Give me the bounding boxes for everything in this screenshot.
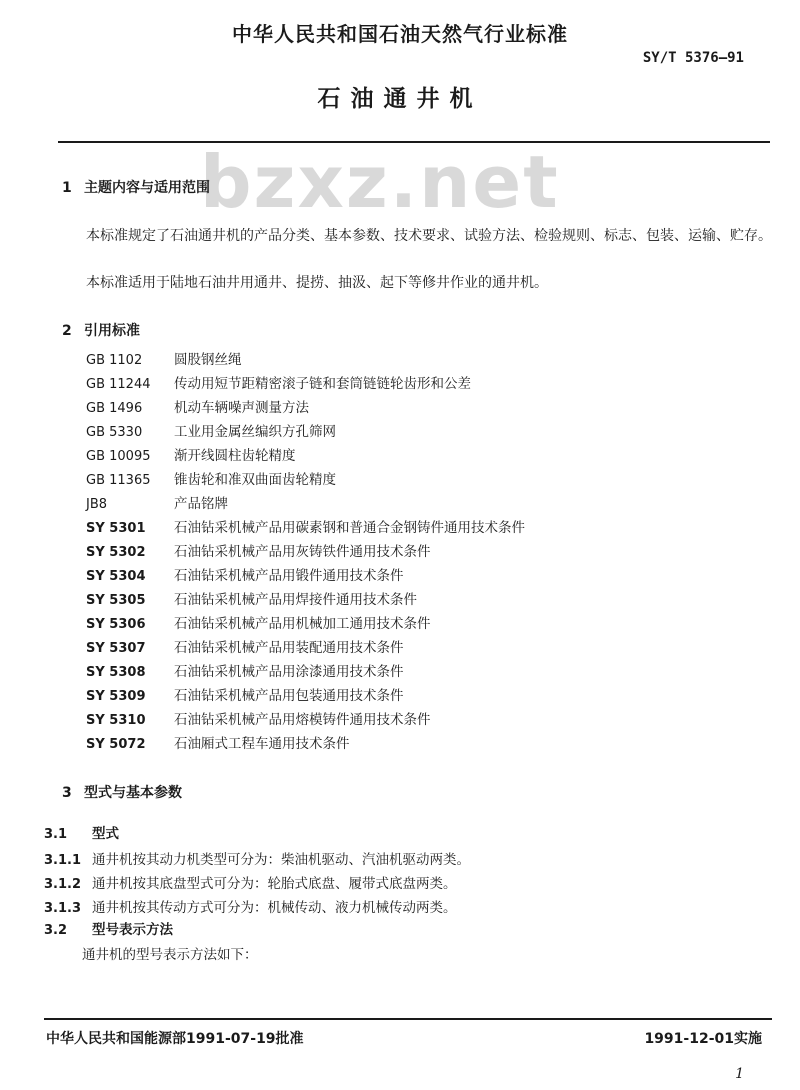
ref-item bbox=[86, 636, 766, 660]
ref-item bbox=[86, 492, 766, 516]
clause-3-2-title: 型号表示方法 bbox=[92, 922, 173, 938]
ref-code: SY 5306 bbox=[86, 617, 146, 632]
ref-code: SY 5072 bbox=[86, 737, 146, 752]
clause-3-1 bbox=[44, 822, 119, 842]
ref-item bbox=[86, 468, 766, 492]
ref-code: SY 5308 bbox=[86, 665, 146, 680]
section-2-title: 引用标准 bbox=[84, 323, 140, 339]
clause-3-1-3 bbox=[44, 896, 457, 916]
document-title: 石油通井机 bbox=[317, 86, 483, 112]
ref-title: 工业用金属丝编织方孔筛网 bbox=[174, 424, 336, 440]
standard-code: SY/T 5376—91 bbox=[642, 50, 744, 66]
clause-3-1-2-text: 通井机按其底盘型式可分为：轮胎式底盘、履带式底盘两类。 bbox=[92, 876, 457, 892]
ref-item bbox=[86, 420, 766, 444]
ref-code: SY 5307 bbox=[86, 641, 146, 656]
clause-3-1-3-text: 通井机按其传动方式可分为：机械传动、液力机械传动两类。 bbox=[92, 900, 457, 916]
ref-code: GB 10095 bbox=[86, 449, 151, 464]
section-3-title: 型式与基本参数 bbox=[84, 785, 182, 801]
clause-3-2-number: 3.2 bbox=[44, 923, 68, 938]
ref-title: 传动用短节距精密滚子链和套筒链链轮齿形和公差 bbox=[174, 376, 471, 392]
ref-item bbox=[86, 660, 766, 684]
ref-title: 石油钻采机械产品用机械加工通用技术条件 bbox=[174, 616, 431, 632]
clause-3-1-title: 型式 bbox=[92, 826, 119, 842]
ref-title: 石油钻采机械产品用灰铸铁件通用技术条件 bbox=[174, 544, 431, 560]
clause-3-1-3-number: 3.1.3 bbox=[44, 901, 82, 916]
ref-title: 石油钻采机械产品用焊接件通用技术条件 bbox=[174, 592, 417, 608]
ref-code: GB 5330 bbox=[86, 425, 143, 440]
clause-3-1-2-number: 3.1.2 bbox=[44, 877, 82, 892]
ref-item bbox=[86, 684, 766, 708]
ref-code: GB 1102 bbox=[86, 353, 143, 368]
ref-item bbox=[86, 348, 766, 372]
clause-3-1-number: 3.1 bbox=[44, 827, 68, 842]
ref-code: GB 11365 bbox=[86, 473, 151, 488]
section-2-heading bbox=[62, 320, 140, 340]
section-2-number: 2 bbox=[62, 323, 72, 339]
section-3-number: 3 bbox=[62, 785, 72, 801]
clause-3-2-text: 通井机的型号表示方法如下： bbox=[82, 947, 258, 963]
ref-code: SY 5310 bbox=[86, 713, 146, 728]
ref-code: SY 5302 bbox=[86, 545, 146, 560]
clause-3-2 bbox=[44, 918, 173, 938]
section-1-paragraph-2 bbox=[62, 271, 772, 296]
ref-title: 产品铭牌 bbox=[174, 496, 228, 512]
ref-item bbox=[86, 588, 766, 612]
section-1-para2-text: 本标准适用于陆地石油井用通井、提捞、抽汲、起下等修井作业的通井机。 bbox=[86, 275, 548, 291]
ref-item bbox=[86, 564, 766, 588]
clause-3-1-1-text: 通井机按其动力机类型可分为：柴油机驱动、汽油机驱动两类。 bbox=[92, 852, 470, 868]
section-1-heading bbox=[62, 177, 210, 197]
ref-title: 圆股钢丝绳 bbox=[174, 352, 242, 368]
ref-code: SY 5309 bbox=[86, 689, 146, 704]
ref-item bbox=[86, 612, 766, 636]
ref-code: SY 5301 bbox=[86, 521, 146, 536]
referenced-standards-list bbox=[86, 348, 766, 756]
clause-3-1-2 bbox=[44, 872, 457, 892]
org-title: 中华人民共和国石油天然气行业标准 bbox=[232, 22, 568, 46]
implementation-date: 1991-12-01实施 bbox=[644, 1031, 762, 1047]
ref-item bbox=[86, 396, 766, 420]
section-1-paragraph-1 bbox=[62, 224, 772, 249]
section-3-heading bbox=[62, 782, 182, 802]
section-1-number: 1 bbox=[62, 180, 72, 196]
ref-title: 石油钻采机械产品用包装通用技术条件 bbox=[174, 688, 404, 704]
ref-title: 石油钻采机械产品用碳素钢和普通合金钢铸件通用技术条件 bbox=[174, 520, 525, 536]
ref-code: JB8 bbox=[86, 497, 108, 512]
page-number: 1 bbox=[735, 1066, 744, 1082]
ref-code: GB 11244 bbox=[86, 377, 151, 392]
ref-item bbox=[86, 372, 766, 396]
approval-note: 中华人民共和国能源部1991-07-19批准 bbox=[46, 1031, 304, 1047]
ref-title: 石油厢式工程车通用技术条件 bbox=[174, 736, 350, 752]
ref-title: 石油钻采机械产品用涂漆通用技术条件 bbox=[174, 664, 404, 680]
ref-title: 锥齿轮和准双曲面齿轮精度 bbox=[174, 472, 336, 488]
ref-item bbox=[86, 516, 766, 540]
ref-title: 石油钻采机械产品用锻件通用技术条件 bbox=[174, 568, 404, 584]
clause-3-1-1-number: 3.1.1 bbox=[44, 853, 82, 868]
ref-title: 石油钻采机械产品用熔模铸件通用技术条件 bbox=[174, 712, 431, 728]
ref-item bbox=[86, 444, 766, 468]
watermark: bzxz.net bbox=[200, 140, 560, 224]
ref-title: 机动车辆噪声测量方法 bbox=[174, 400, 309, 416]
ref-title: 石油钻采机械产品用装配通用技术条件 bbox=[174, 640, 404, 656]
ref-code: SY 5305 bbox=[86, 593, 146, 608]
footer-rule bbox=[44, 1018, 772, 1020]
section-1-title: 主题内容与适用范围 bbox=[84, 180, 210, 196]
ref-item bbox=[86, 540, 766, 564]
ref-title: 渐开线圆柱齿轮精度 bbox=[174, 448, 296, 464]
section-1-para1-text: 本标准规定了石油通井机的产品分类、基本参数、技术要求、试验方法、检验规则、标志、包装、运输、贮存。 bbox=[86, 228, 772, 244]
ref-code: GB 1496 bbox=[86, 401, 143, 416]
ref-item bbox=[86, 708, 766, 732]
ref-item bbox=[86, 732, 766, 756]
clause-3-1-1 bbox=[44, 848, 470, 868]
ref-code: SY 5304 bbox=[86, 569, 146, 584]
